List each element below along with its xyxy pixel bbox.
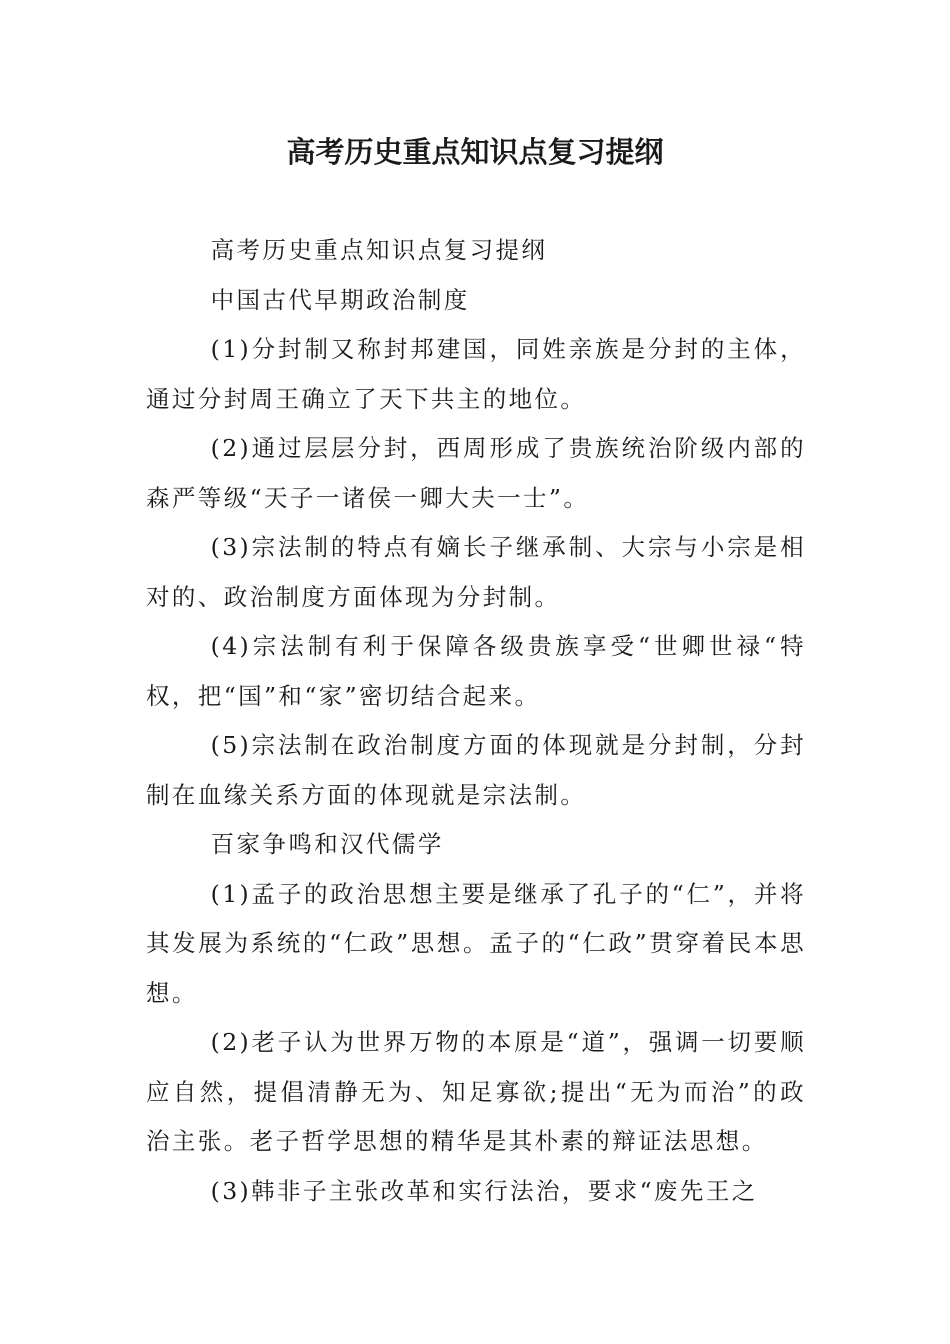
document-title: 高考历史重点知识点复习提纲 [286, 135, 664, 169]
paragraph: (3)宗法制的特点有嫡长子继承制、大宗与小宗是相对的、政治制度方面体现为分封制。 [146, 533, 806, 611]
paragraph: (1)孟子的政治思想主要是继承了孔子的“仁”，并将其发展为系统的“仁政”思想。孟子的“仁政”贯穿着民本思想。 [146, 879, 806, 1007]
paragraph: (3)韩非子主张改革和实行法治，要求“废先王之 [210, 1176, 758, 1205]
document-body [146, 226, 806, 1216]
paragraph-subtitle: 高考历史重点知识点复习提纲 [210, 236, 548, 264]
section-heading-early-politics: 中国古代早期政治制度 [210, 285, 470, 314]
paragraph: (2)通过层层分封，西周形成了贵族统治阶级内部的森严等级“天子一诸侯一卿大夫一士”。 [146, 434, 806, 512]
paragraph: (4)宗法制有利于保障各级贵族享受“世卿世禄“特权，把“国”和“家”密切结合起来。 [146, 632, 806, 710]
paragraph: (1)分封制又称封邦建国，同姓亲族是分封的主体，通过分封周王确立了天下共主的地位。 [146, 335, 806, 413]
paragraph: (5)宗法制在政治制度方面的体现就是分封制，分封制在血缘关系方面的体现就是宗法制。 [146, 731, 806, 809]
paragraph: (2)老子认为世界万物的本原是“道”，强调一切要顺应自然，提倡清静无为、知足寡欲;提出“无为而治”的政治主张。老子哲学思想的精华是其朴素的辩证法思想。 [146, 1028, 806, 1155]
section-heading-hundred-schools: 百家争鸣和汉代儒学 [210, 830, 444, 858]
